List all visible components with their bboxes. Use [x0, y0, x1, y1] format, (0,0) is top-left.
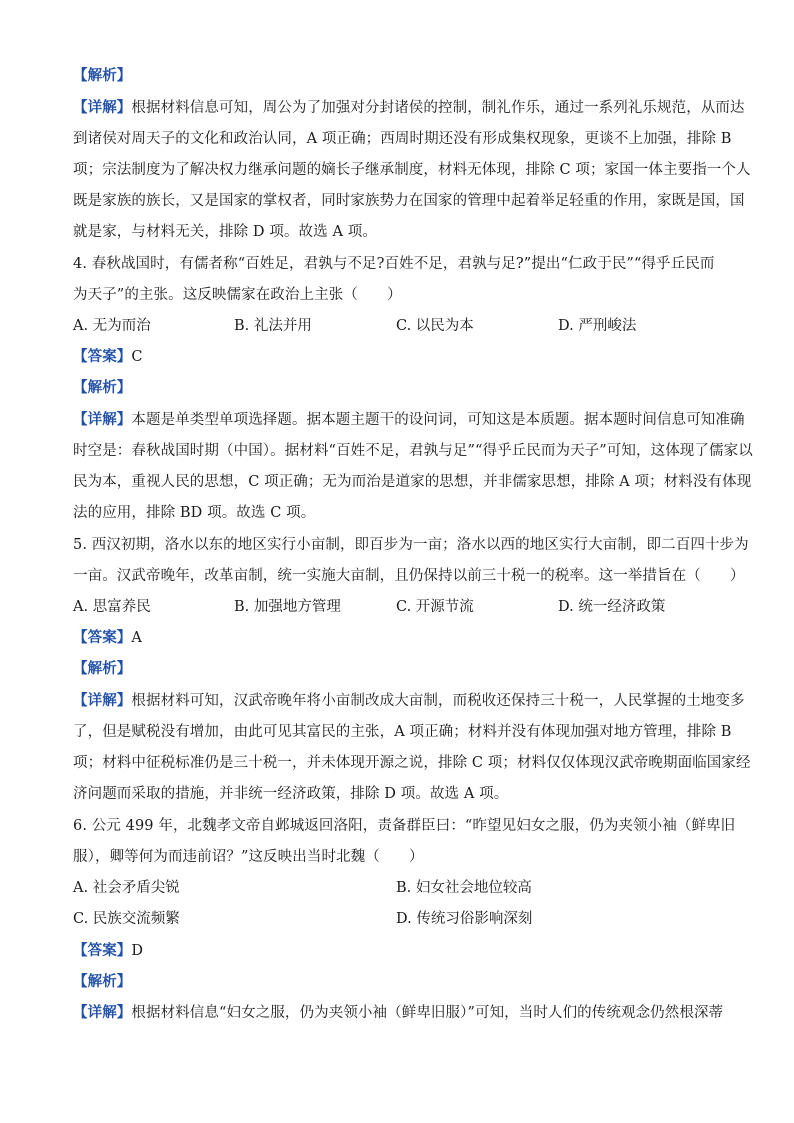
analysis-heading: 【解析】 [73, 660, 132, 677]
detail-paragraph-line: 就是家，与材料无关，排除 D 项。故选 A 项。 [73, 224, 377, 240]
detail-text: 本题是单类型单项选择题。据本题主题干的设问词，可知这是本质题。据本题时间信息可知准确 [131, 412, 745, 428]
q4-answer-line [73, 347, 723, 367]
q4-option-d: D. 严刑峻法 [558, 318, 637, 334]
q6-option-b: B. 妇女社会地位较高 [396, 880, 532, 896]
answer-tag: 【答案】 [73, 348, 132, 365]
q6-option-d: D. 传统习俗影响深刻 [396, 911, 533, 927]
q4-option-c: C. 以民为本 [396, 318, 474, 334]
detail-text: 根据材料信息“妇女之服，仍为夹领小袖（鲜卑旧服）”可知，当时人们的传统观念仍然根深蒂 [131, 1005, 724, 1021]
answer-tag: 【答案】 [73, 629, 132, 646]
detail-text: 根据材料可知，汉武帝晚年将小亩制改成大亩制，而税收还保持三十税一，人民掌握的土地变多 [131, 693, 745, 709]
answer-tag: 【答案】 [73, 942, 132, 959]
question-5-stem: 一亩。汉武帝晚年，改革亩制，统一实施大亩制，且仍保持以前三十税一的税率。这一举措旨在（ ） [73, 568, 745, 584]
q5-option-c: C. 开源节流 [396, 599, 474, 615]
detail-paragraph-line: 济问题而采取的措施，并非统一经济政策，排除 D 项。故选 A 项。 [73, 786, 509, 802]
detail-tag: 【详解】 [73, 1004, 132, 1021]
analysis-heading: 【解析】 [73, 67, 132, 84]
q6-option-c: C. 民族交流频繁 [73, 911, 180, 927]
q4-option-a: A. 无为而治 [73, 318, 151, 334]
detail-paragraph-line [73, 1003, 723, 1023]
question-6-stem: 服），卿等何为而违前诏？”这反映出当时北魏（ ） [73, 849, 424, 865]
analysis-heading: 【解析】 [73, 379, 132, 396]
detail-paragraph-line [73, 98, 745, 118]
q6-answer-line [73, 941, 723, 961]
detail-paragraph-line [73, 691, 745, 711]
detail-tag: 【详解】 [73, 99, 132, 116]
q4-answer: C [131, 349, 143, 365]
detail-paragraph-line: 时空是：春秋战国时期（中国）。据材料“百姓不足，君孰与足”“得乎丘民而为天子”可知，这体现了儒家以 [73, 443, 753, 459]
question-4-stem: 4. 春秋战国时，有儒者称“百姓足，君孰与不足?百姓不足，君孰与足?”提出“仁政于民”“得乎丘民而 [73, 256, 715, 272]
detail-paragraph-line: 项；材料中征税标准仍是三十税一，并未体现开源之说，排除 C 项；材料仅仅体现汉武帝晚期面临国家经 [73, 755, 751, 771]
q6-answer: D [131, 943, 144, 959]
q5-answer-line [73, 628, 723, 648]
detail-tag: 【详解】 [73, 692, 132, 709]
q5-option-a: A. 思富养民 [73, 599, 151, 615]
q5-answer: A [131, 630, 142, 646]
q6-option-a: A. 社会矛盾尖锐 [73, 880, 180, 896]
detail-paragraph-line: 民为本，重视人民的思想，C 项正确；无为而治是道家的思想，并非儒家思想，排除 A 项；材料没有体现 [73, 474, 752, 490]
question-5-stem: 5. 西汉初期，洛水以东的地区实行小亩制，即百步为一亩；洛水以西的地区实行大亩制，即二百四十步为 [73, 537, 749, 553]
detail-paragraph-line [73, 410, 745, 430]
detail-paragraph-line: 既是家族的族长，又是国家的掌权者，同时家族势力在国家的管理中起着举足轻重的作用，家既是国，国 [73, 193, 745, 209]
question-4-stem: 为天子”的主张。这反映儒家在政治上主张（ ） [73, 287, 402, 303]
detail-tag: 【详解】 [73, 411, 132, 428]
detail-paragraph-line: 法的应用，排除 BD 项。故选 C 项。 [73, 505, 316, 521]
detail-text: 根据材料信息可知，周公为了加强对分封诸侯的控制，制礼作乐，通过一系列礼乐规范，从而达 [131, 100, 745, 116]
question-6-stem: 6. 公元 499 年，北魏孝文帝自邺城返回洛阳，责备群臣曰：“昨望见妇女之服，仍为夹领小袖（鲜卑旧 [73, 818, 736, 834]
q4-option-b: B. 礼法并用 [234, 318, 312, 334]
detail-paragraph-line: 了，但是赋税没有增加，由此可见其富民的主张，A 项正确；材料并没有体现加强对地方管理，排除 B [73, 724, 732, 740]
q5-option-b: B. 加强地方管理 [234, 599, 341, 615]
q5-option-d: D. 统一经济政策 [558, 599, 666, 615]
detail-paragraph-line: 到诸侯对周天子的文化和政治认同，A 项正确；西周时期还没有形成集权现象，更谈不上加强，排除 B [73, 131, 732, 147]
analysis-heading: 【解析】 [73, 973, 132, 990]
detail-paragraph-line: 项；宗法制度为了解决权力继承问题的嫡长子继承制度，材料无体现，排除 C 项；家国一体主要指一个人 [73, 162, 751, 178]
